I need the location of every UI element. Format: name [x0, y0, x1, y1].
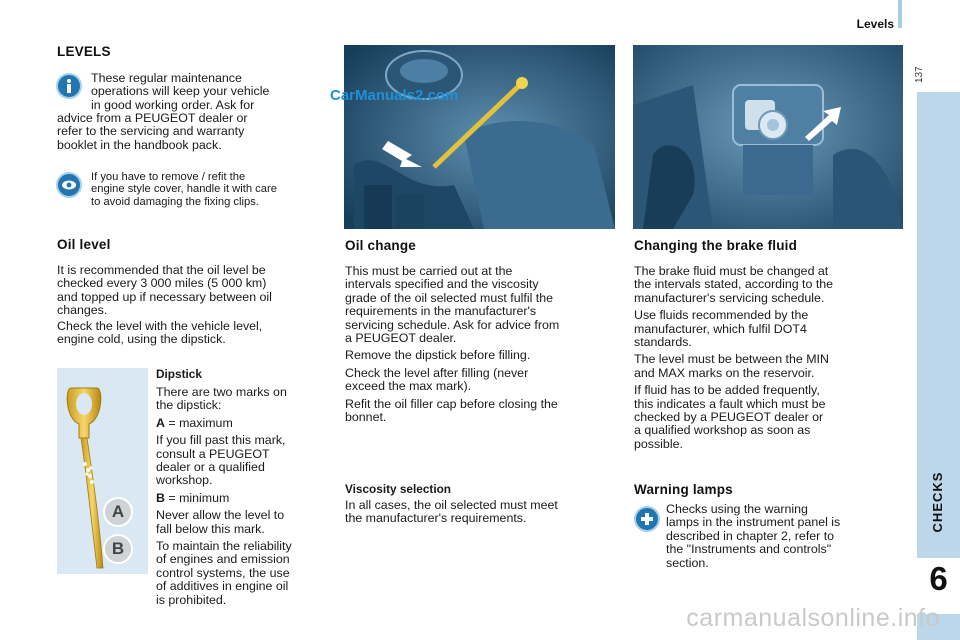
dipstick-mark-a: A [103, 497, 133, 527]
oil-level-paragraph-2: Check the level with the vehicle level, engine cold, using the dipstick. [57, 319, 263, 347]
oil-level-paragraph-1: It is recommended that the oil level be checked every 3 000 miles (5 000 km) and topped up if necessary between oil changes. [57, 263, 272, 318]
warning-lamps-heading: Warning lamps [634, 482, 733, 497]
chapter-number: 6 [929, 560, 948, 597]
dipstick-text: Dipstick There are two marks on the dipstick: A = maximum If you fill past this mark, consult a PEUGEOT dealer or a qualified workshop. B = minimum Never allow the level to fall below this mark. To maintain the reliability of engines and emission control systems, the use of additives in engine oil is prohibited. [156, 367, 331, 607]
page-title: LEVELS [57, 44, 111, 59]
brake-fluid-text: The brake fluid must be changed at the intervals stated, according to the manufacturer's servicing schedule. Use fluids recommended by the manufacturer, which fulfil DOT4 standards. The level must be between the MIN and MAX marks on the reservoir. If fluid has to be added frequently, this indicates a fault which must be checked by a PEUGEOT dealer or a qualified workshop as soon as possible. [634, 264, 834, 451]
info-icon [56, 73, 82, 99]
brake-fluid-photo [633, 45, 903, 229]
oil-change-heading: Oil change [345, 238, 417, 253]
info-note-bottom: advice from a PEUGEOT dealer or refer to the servicing and warranty booklet in the handbook pack. [57, 111, 248, 152]
warning-lamps-text: Checks using the warning lamps in the instrument panel is described in chapter 2, refer to the "Instruments and controls" section. [666, 502, 841, 570]
oil-filler-photo [344, 45, 615, 229]
viscosity-text: In all cases, the oil selected must meet the manufacturer's requirements. [345, 498, 558, 526]
chapter-label: CHECKS [930, 471, 945, 533]
plus-icon [634, 506, 660, 532]
dipstick-illustration [57, 368, 148, 574]
watermark: CarManuals2.com [330, 87, 459, 104]
brake-fluid-heading: Changing the brake fluid [634, 238, 798, 253]
dipstick-mark-b: B [103, 534, 133, 564]
dipstick-heading: Dipstick [156, 367, 202, 381]
oil-change-text: This must be carried out at the intervals specified and the viscosity grade of the oil selected must fulfil the requirements in the manufacturer's servicing schedule. Ask for advice from a PEUGEOT dealer. Remove the dipstick before filling. Check the level after filling (never exceed the max mark). Refit the oil filler cap before closing the bonnet. [345, 264, 560, 425]
eye-note: If you have to remove / refit the engine style cover, handle it with care to avoid damaging the fixing clips. [91, 171, 277, 208]
oil-level-heading: Oil level [57, 237, 111, 252]
page-number: 137 [914, 66, 925, 83]
footer-watermark: carmanualsonline.info [686, 604, 940, 632]
eye-icon [56, 172, 82, 198]
info-note-top: These regular maintenance operations will keep your vehicle in good working order. Ask for [91, 71, 270, 112]
viscosity-heading: Viscosity selection [345, 482, 452, 496]
header-title: Levels [856, 17, 894, 31]
header-rule [898, 0, 902, 28]
